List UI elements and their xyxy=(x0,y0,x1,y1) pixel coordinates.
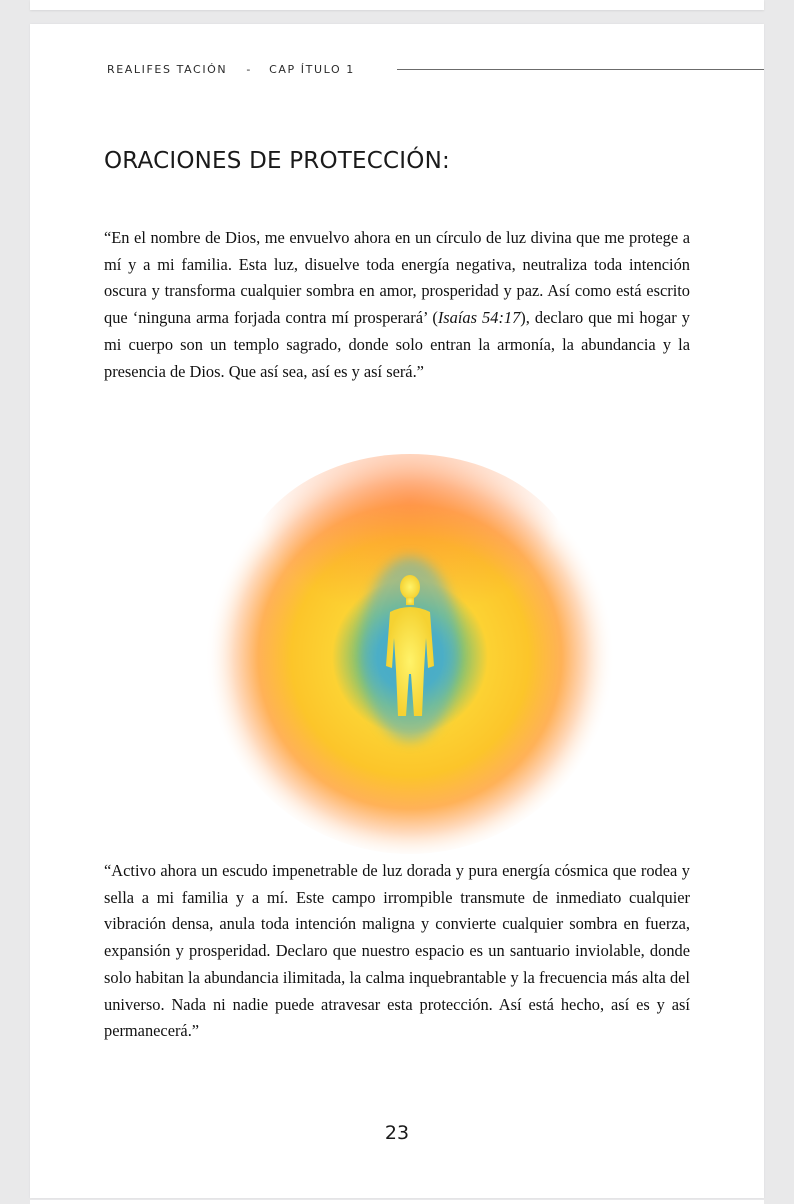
prayer-1-text-end: ), declaro que mi hogar y mi cuerpo son un templo sagrado, donde solo entran la armonía, la abundancia y la presencia de Dios. Que así sea, así es y así será.” xyxy=(104,308,690,381)
prayer-1-text-start: “En el nombre de Dios, me envuelvo ahora en un círculo de luz divina que me protege a mí y a mi familia. Esta luz, disuelve toda energía negativa, neutraliza toda intención oscura y transforma cualquier sombra en amor, prosperidad y paz. Así como está escrito que ‘ninguna arma forjada contra mí prosperará’ ( xyxy=(104,228,690,328)
prayer-paragraph-2: “Activo ahora un escudo impenetrable de luz dorada y pura energía cósmica que rodea y sella a mi familia y a mí. Este campo irrompible transmute de inmediato cualquier vibración densa, anula toda intención maligna y convierte cualquier sombra en fuerza, expansión y prosperidad. Declaro que nuestro espacio es un santuario inviolable, donde solo habitan la abundancia ilimitada, la calma inquebrantable y la frecuencia más alta del universo. Nada ni nadie puede atravesar esta protección. Así está hecho, así es y así permanecerá.” xyxy=(104,861,690,1041)
header-rule xyxy=(397,69,764,70)
chapter-label: CAP ÍTULO 1 xyxy=(269,63,355,76)
page-number: 23 xyxy=(384,1122,410,1144)
prayer-paragraph-1 xyxy=(104,225,690,385)
previous-page-edge xyxy=(30,0,764,10)
section-title: ORACIONES DE PROTECCIÓN: xyxy=(104,148,450,174)
scripture-citation: Isaías 54:17 xyxy=(437,308,521,328)
header-separator: - xyxy=(246,63,252,76)
book-title: REALIFES TACIÓN xyxy=(107,63,228,76)
human-aura-icon xyxy=(200,434,620,854)
next-page-edge xyxy=(30,1200,764,1204)
running-header xyxy=(107,63,355,76)
document-page[interactable] xyxy=(30,24,764,1198)
